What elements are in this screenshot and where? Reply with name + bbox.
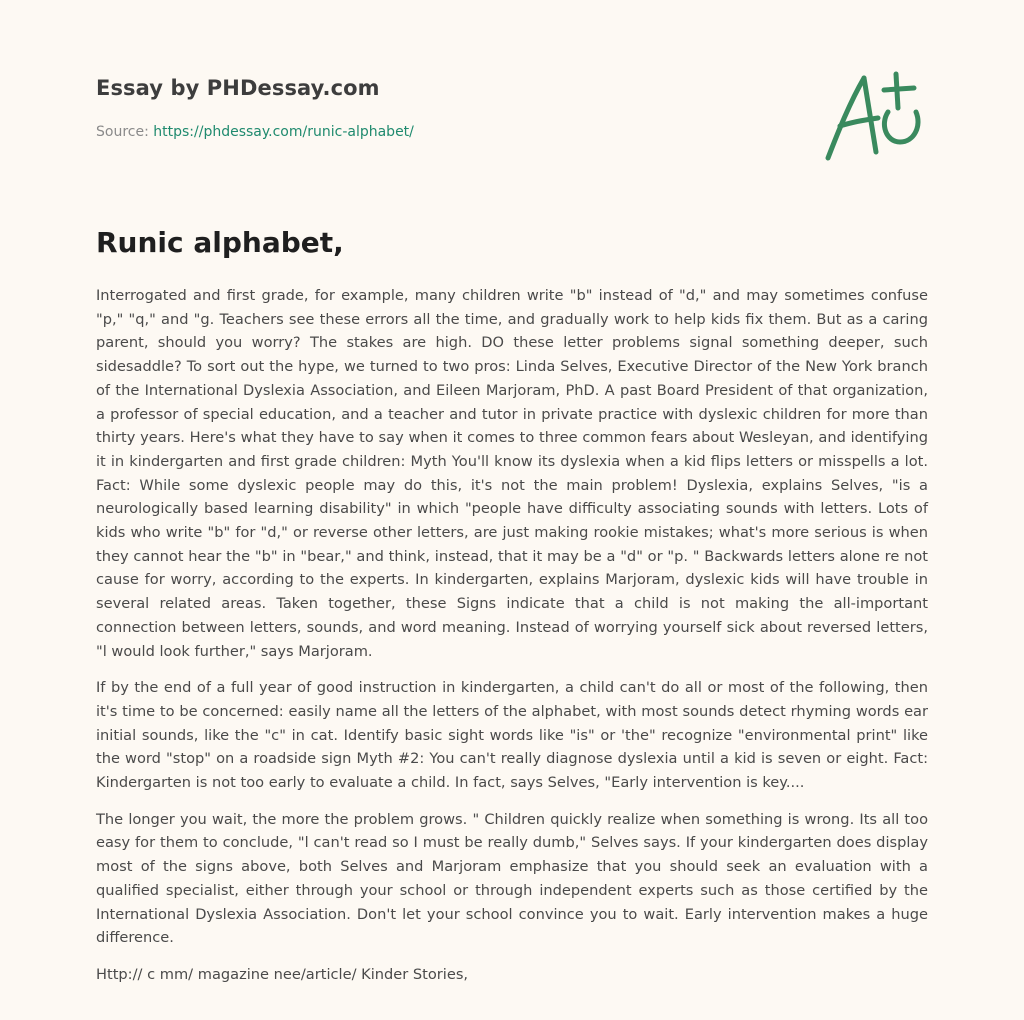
a-plus-grade-icon: [818, 62, 928, 166]
site-brand: Essay by PHDessay.com: [96, 76, 380, 100]
essay-paragraph: Http:// c mm/ magazine nee/article/ Kinder Stories,: [96, 965, 469, 983]
source-link[interactable]: https://phdessay.com/runic-alphabet/: [153, 124, 414, 140]
essay-paragraph: If by the end of a full year of good instruction in kindergarten, a child can't do all or most of the following, then it's time to be concerned: easily name all the letters of the alphabet, with most sounds detect rhyming words ear initial sounds, like the "c" in cat. Identify basic sight words like "is" or 'the" recognize "environmental print" like the word "stop" on a roadside sign Myth #2: You can't really diagnose dyslexia until a kid is seven or eight. Fact: Kindergarten is not too early to evaluate a child. In fact, says Selves, "Early intervention is key....: [96, 679, 928, 792]
source-line: [96, 124, 414, 140]
essay-title: Runic alphabet,: [96, 226, 344, 259]
source-label: Source:: [96, 124, 154, 140]
essay-paragraph: The longer you wait, the more the problem grows. " Children quickly realize when something is wrong. Its all too easy for them to conclude, "l can't read so I must be really dumb," Selves says. If your kindergarten does display most of the signs above, both Selves and Marjoram emphasize that you should seek an evaluation with a qualified specialist, either through your school or through independent experts such as those certified by the International Dyslexia Association. Don't let your school convince you to wait. Early intervention makes a huge difference.: [96, 810, 928, 947]
essay-body: [96, 284, 928, 1000]
essay-paragraph: Interrogated and first grade, for example, many children write "b" instead of "d," and may sometimes confuse "p," "q," and "g. Teachers see these errors all the time, and gradually work to help kids fix them. But as a caring parent, should you worry? The stakes are high. DO these letter problems signal something deeper, such sidesaddle? To sort out the hype, we turned to two pros: Linda Selves, Executive Director of the New York branch of the International Dyslexia Association, and Eileen Marjoram, PhD. A past Board President of that organization, a professor of special education, and a teacher and tutor in private practice with dyslexic children for more than thirty years. Here's what they have to say when it comes to three common fears about Wesleyan, and identifying it in kindergarten and first grade children: Myth You'll know its dyslexia when a kid flips letters or misspells a lot. Fact: While some dyslexic people may do this, it's not the main problem! Dyslexia, explains Selves, "is a neurologically based learning disability" in which "people have difficulty associating sounds with letters. Lots of kids who write "b" for "d," or reverse other letters, are just making rookie mistakes; what's more serious is when they cannot hear the "b" in "bear," and think, instead, that it may be a "d" or "p. " Backwards letters alone re not cause for worry, according to the experts. In kindergarten, explains Marjoram, dyslexic kids will have trouble in several related areas. Taken together, these Signs indicate that a child is not making the all-important connection between letters, sounds, and word meaning. Instead of worrying yourself sick about reversed letters, "l would look further," says Marjoram.: [96, 287, 928, 660]
